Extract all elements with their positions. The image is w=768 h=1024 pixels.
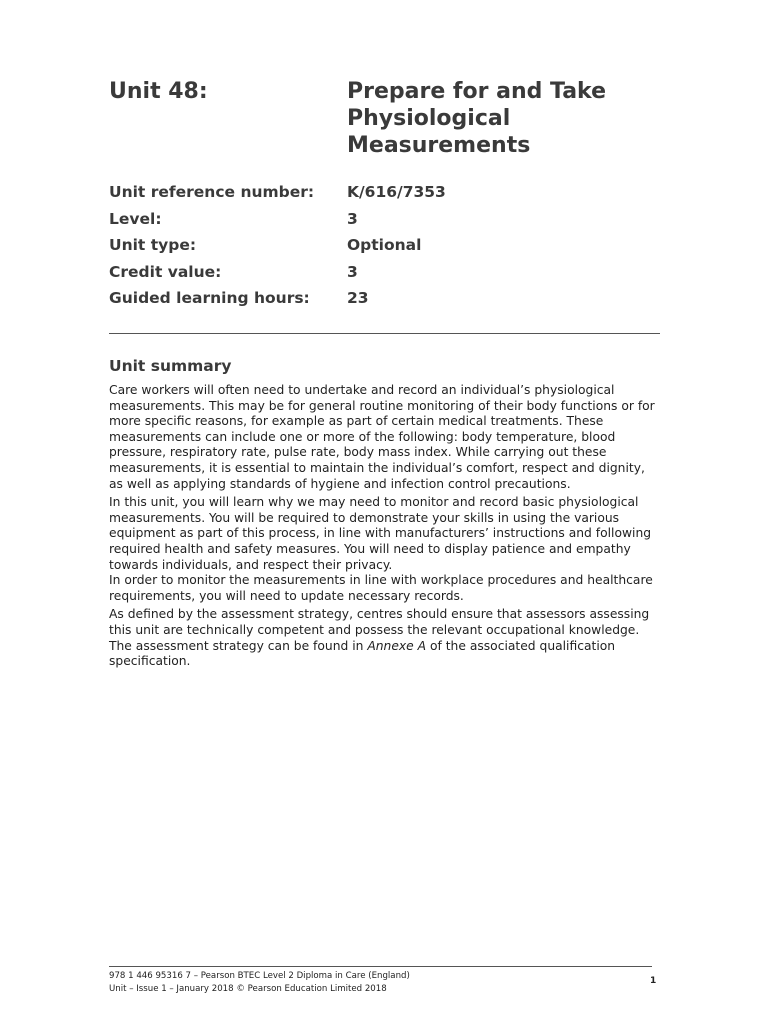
meta-value: Optional (347, 236, 422, 254)
summary-text: As defined by the assessment strategy, centres should ensure that assessors assessing this unit are technically competent and possess the relevant occupational knowledge. The assessment strategy can be found in (109, 607, 650, 653)
meta-row-credit-value (109, 260, 669, 287)
meta-value: K/616/7353 (347, 183, 446, 201)
meta-label: Credit value: (109, 262, 222, 281)
summary-paragraph: Care workers will often need to undertake and record an individual’s physiological measurements. This may be for general routine monitoring of their body functions or for more specific reasons, for example as part of certain medical treatments. These measurements can include one or more of the following: body temperature, blood pressure, respiratory rate, pulse rate, body mass index. While carrying out these measurements, it is essential to maintain the individual’s comfort, respect and dignity, as well as applying standards of hygiene and infection control precautions. (109, 383, 655, 491)
unit-title: Prepare for and Take Physiological Measurements (347, 79, 607, 158)
footer-line-isbn: 978 1 446 95316 7 – Pearson BTEC Level 2 Diploma in Care (England) (109, 971, 410, 981)
summary-paragraph: In order to monitor the measurements in line with workplace procedures and healthcare requirements, you will need to update necessary records. (109, 573, 653, 603)
annexe-reference: Annexe A (367, 638, 427, 653)
meta-value: 23 (347, 289, 369, 307)
summary-paragraph: In this unit, you will learn why we may need to monitor and record basic physiological measurements. You will be required to demonstrate your skills in using the various equipment as part of this process, in line with manufacturers’ instructions and following required health and safety measures. You will need to display patience and empathy towards individuals, and respect their privacy. (109, 495, 652, 572)
summary-text: of the associated qualification specification. (109, 638, 616, 669)
summary-body (109, 383, 661, 673)
meta-label: Unit type: (109, 236, 197, 254)
footer-divider (109, 966, 652, 967)
footer-line-issue: Unit – Issue 1 – January 2018 © Pearson Education Limited 2018 (109, 984, 387, 994)
meta-row-level (109, 207, 669, 234)
meta-value: 3 (347, 209, 358, 228)
meta-label: Guided learning hours: (109, 289, 310, 307)
section-divider (109, 333, 660, 334)
unit-meta-table (109, 180, 669, 313)
summary-heading: Unit summary (109, 357, 232, 375)
meta-row-reference (109, 180, 669, 207)
unit-number-label: Unit 48: (109, 79, 208, 104)
page-number: 1 (650, 976, 657, 986)
meta-value: 3 (347, 262, 358, 281)
summary-paragraph (109, 607, 661, 669)
meta-label: Unit reference number: (109, 183, 315, 201)
meta-row-unit-type (109, 233, 669, 260)
page-footer (109, 970, 410, 996)
meta-row-guided-hours (109, 286, 669, 313)
meta-label: Level: (109, 209, 162, 228)
